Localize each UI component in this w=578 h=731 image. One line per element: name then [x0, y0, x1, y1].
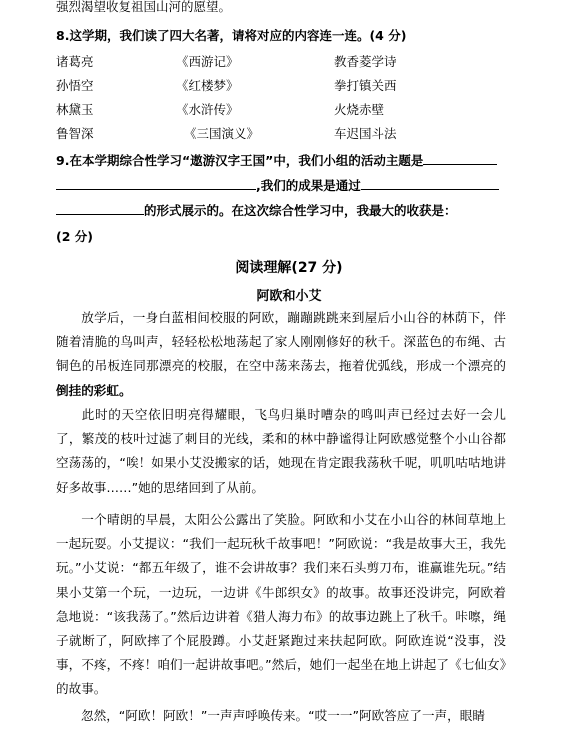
q8-event-3: 火烧赤壁 [334, 102, 385, 117]
paragraph-3-text: 一个晴朗的早晨，太阳公公露出了笑脸。阿欧和小艾在小山谷的林间草地上一起玩耍。小艾提议：“我们一起玩秋千故事吧！”阿欧说：“我是故事大王，我先玩。”小艾说：“都五年级了，谁不会讲故事？我们来石头剪刀布，谁赢谁先玩。”结果小艾第一个玩，一边玩，一边讲《牛郎织女》的故事。故事还没讲完，阿欧着急地说：“该我荡了。”然后边讲着《猎人海力布》的故事边跳上了秋千。咔嚓，绳子就断了，阿欧摔了个屁股蹲。小艾赶紧跑过来扶起阿欧。阿欧连说“没事，没事，不疼，不疼！咱们一起讲故事吧。”然后，她们一起坐在地上讲起了《七仙女》的故事。 [56, 512, 506, 697]
q9-blank-1[interactable] [423, 152, 497, 165]
paragraph-1 [56, 306, 506, 403]
section-title: 阅读理解(27 分) [235, 260, 343, 276]
question-9-line-3 [56, 201, 457, 219]
q9-blank-4[interactable] [56, 202, 144, 215]
previous-answer-line: 强烈渴望收复祖国山河的愿望。 [56, 0, 232, 14]
q8-event-1: 教香菱学诗 [334, 54, 397, 69]
paragraph-2-text: 此时的天空依旧明亮得耀眼，飞鸟归巢时嘈杂的鸣叫声已经过去好一会儿了，繁茂的枝叶过滤了刺目的光线，柔和的林中静谧得让阿欧感觉整个小山谷都空荡荡的，“唉！如果小艾没搬家的话，她现在肯定跟我荡秋千呢，叽叽咕咕地讲好多故事……”她的思绪回到了从前。 [56, 407, 506, 495]
story-title: 阿欧和小艾 [256, 289, 322, 304]
q8-character-1: 诸葛亮 [56, 54, 94, 69]
paragraph-2 [56, 403, 506, 500]
q8-character-2: 孙悟空 [56, 78, 94, 93]
q8-event-4: 车迟国斗法 [334, 126, 397, 141]
paragraph-1-text: 放学后，一身白蓝相间校服的阿欧，蹦蹦跳跳来到屋后小山谷的林荫下，伴随着清脆的鸟叫声，轻轻松松地荡起了家人刚刚修好的秋千。深蓝色的布绳、古铜色的吊板连同那漂亮的校服，在空中荡来荡去，拖着优弧线，形成一个漂亮的 [56, 310, 506, 374]
q8-event-2: 拳打镇关西 [334, 78, 397, 93]
q8-character-4: 鲁智深 [56, 126, 94, 141]
q9-score: (2 分) [56, 229, 93, 244]
q8-book-3: 《水浒传》 [176, 102, 239, 117]
q8-book-4: 《三国演义》 [184, 126, 260, 141]
q9-part-1: 9.在本学期综合性学习“遨游汉字王国”中，我们小组的活动主题是 [56, 153, 424, 168]
q8-character-3: 林黛玉 [56, 102, 94, 117]
q9-blank-2[interactable] [56, 177, 256, 190]
question-9-line-2 [56, 176, 499, 194]
question-9-text [56, 151, 497, 169]
paragraph-1-highlight: 倒挂的彩虹。 [56, 382, 132, 398]
q9-part-2: ,我们的成果是通过 [256, 178, 361, 193]
q9-blank-3[interactable] [361, 177, 499, 190]
q9-part-3: 的形式展示的。在这次综合性学习中，我最大的收获是： [144, 203, 457, 218]
q8-book-1: 《西游记》 [176, 54, 239, 69]
paragraph-4 [56, 704, 506, 728]
paragraph-3 [56, 508, 506, 702]
question-8-title: 8.这学期，我们读了四大名著，请将对应的内容连一连。(4 分) [56, 28, 407, 43]
paragraph-4-text: 忽然，“阿欧！阿欧！”一声声呼唤传来。“哎一一”阿欧答应了一声，眼睛 [81, 708, 485, 723]
q8-book-2: 《红楼梦》 [176, 78, 239, 93]
